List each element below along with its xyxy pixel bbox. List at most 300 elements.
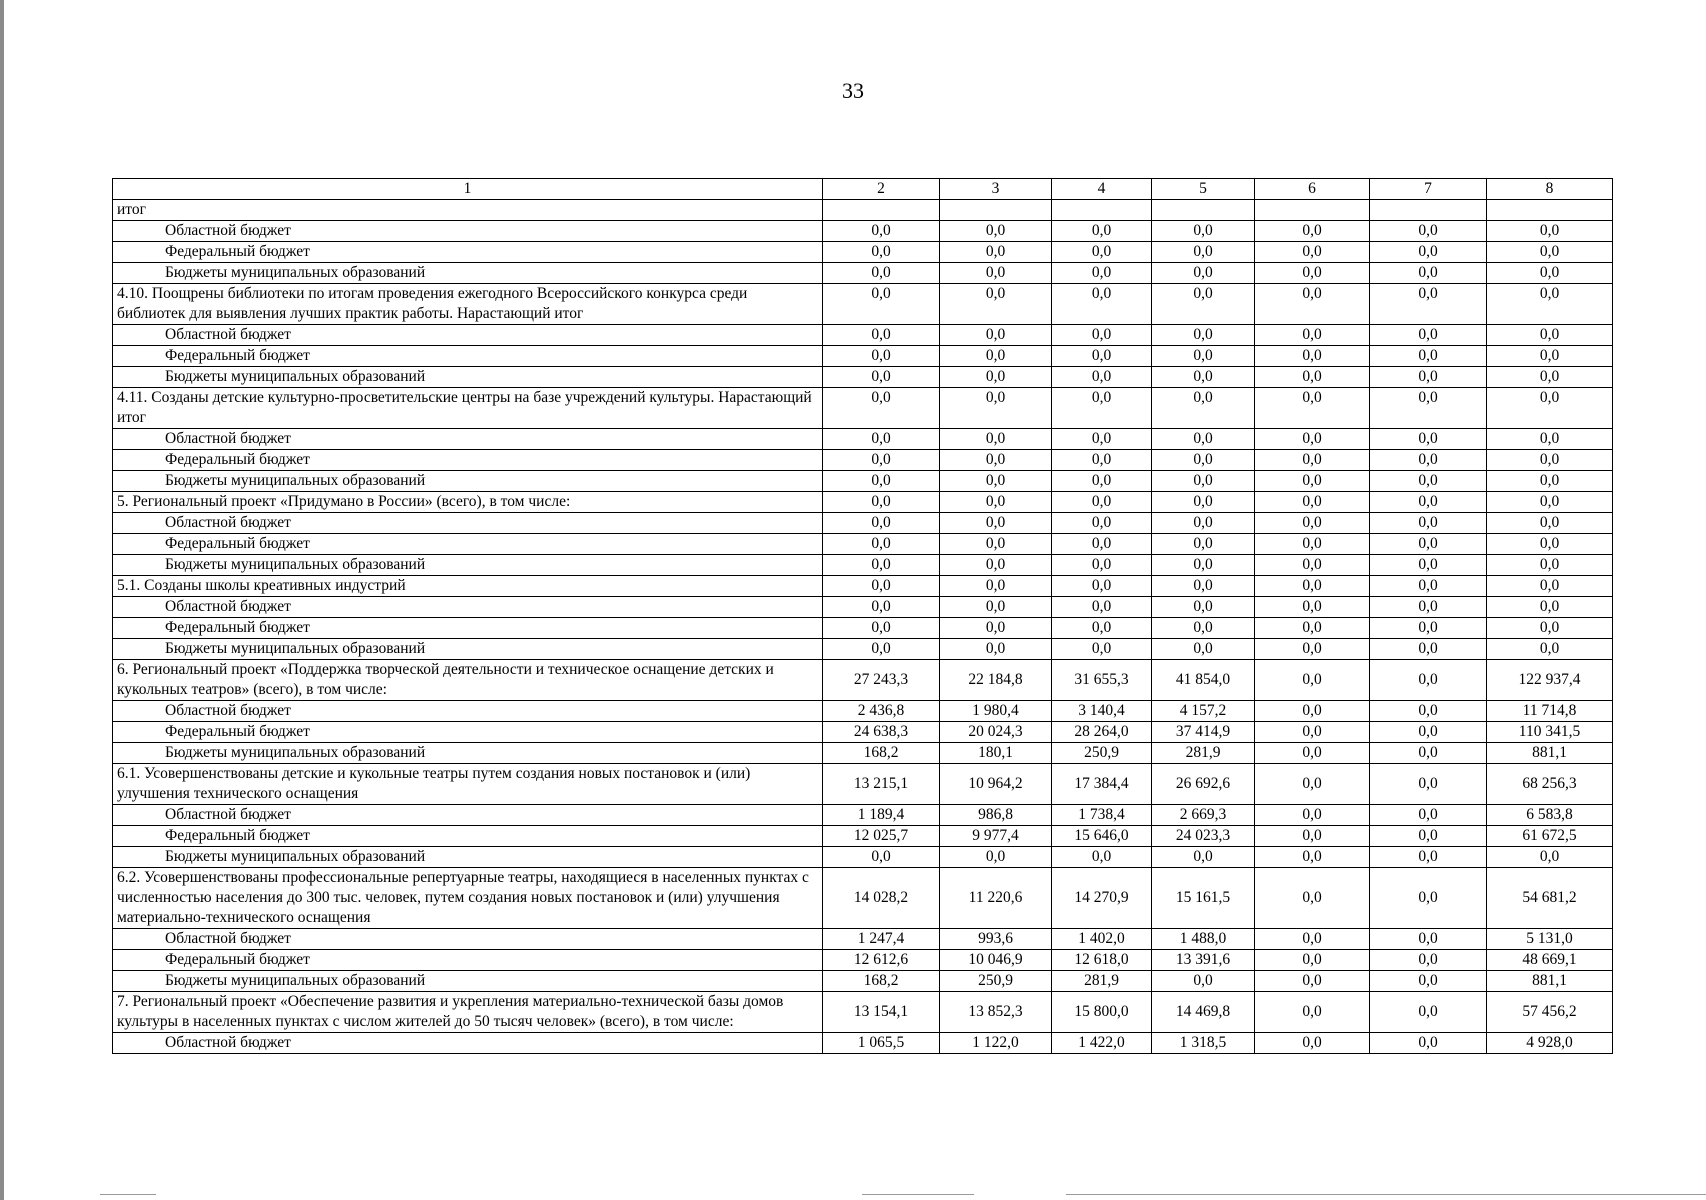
value-cell: 0,0 — [940, 471, 1052, 492]
value-cell: 0,0 — [1152, 847, 1255, 868]
value-cell: 0,0 — [1255, 929, 1370, 950]
value-cell: 0,0 — [823, 492, 940, 513]
value-cell: 13 154,1 — [823, 992, 940, 1033]
row-label: Федеральный бюджет — [113, 450, 823, 471]
value-cell: 0,0 — [1255, 701, 1370, 722]
value-cell — [1052, 200, 1152, 221]
value-cell: 22 184,8 — [940, 660, 1052, 701]
value-cell: 0,0 — [1370, 346, 1487, 367]
value-cell: 13 215,1 — [823, 764, 940, 805]
value-cell: 15 646,0 — [1052, 826, 1152, 847]
value-cell: 13 852,3 — [940, 992, 1052, 1033]
value-cell: 0,0 — [1255, 263, 1370, 284]
table-row — [113, 263, 1613, 284]
value-cell: 0,0 — [1487, 471, 1613, 492]
value-cell: 0,0 — [940, 597, 1052, 618]
value-cell: 10 964,2 — [940, 764, 1052, 805]
value-cell: 0,0 — [823, 471, 940, 492]
value-cell: 14 028,2 — [823, 868, 940, 929]
value-cell: 0,0 — [823, 325, 940, 346]
value-cell: 0,0 — [1255, 950, 1370, 971]
value-cell: 14 270,9 — [1052, 868, 1152, 929]
value-cell: 0,0 — [823, 429, 940, 450]
value-cell: 14 469,8 — [1152, 992, 1255, 1033]
value-cell: 0,0 — [823, 847, 940, 868]
value-cell: 0,0 — [1255, 764, 1370, 805]
row-label: Областной бюджет — [113, 805, 823, 826]
value-cell: 0,0 — [1255, 971, 1370, 992]
value-cell: 0,0 — [1255, 555, 1370, 576]
value-cell: 0,0 — [1487, 576, 1613, 597]
value-cell: 61 672,5 — [1487, 826, 1613, 847]
table-row — [113, 513, 1613, 534]
value-cell — [1255, 200, 1370, 221]
table-row — [113, 576, 1613, 597]
column-header: 7 — [1370, 179, 1487, 200]
value-cell: 0,0 — [1152, 346, 1255, 367]
value-cell: 5 131,0 — [1487, 929, 1613, 950]
value-cell: 0,0 — [823, 221, 940, 242]
value-cell: 1 247,4 — [823, 929, 940, 950]
value-cell: 0,0 — [1487, 242, 1613, 263]
value-cell: 0,0 — [1052, 847, 1152, 868]
value-cell: 0,0 — [1370, 764, 1487, 805]
value-cell: 0,0 — [1370, 639, 1487, 660]
value-cell: 0,0 — [940, 513, 1052, 534]
value-cell: 0,0 — [1370, 388, 1487, 429]
value-cell: 0,0 — [1370, 826, 1487, 847]
value-cell: 0,0 — [1370, 367, 1487, 388]
value-cell: 0,0 — [1052, 576, 1152, 597]
value-cell: 1 980,4 — [940, 701, 1052, 722]
value-cell: 0,0 — [823, 284, 940, 325]
value-cell: 0,0 — [1487, 492, 1613, 513]
value-cell: 0,0 — [1052, 492, 1152, 513]
value-cell: 37 414,9 — [1152, 722, 1255, 743]
value-cell: 0,0 — [1255, 325, 1370, 346]
value-cell: 0,0 — [823, 242, 940, 263]
value-cell: 57 456,2 — [1487, 992, 1613, 1033]
value-cell: 881,1 — [1487, 743, 1613, 764]
value-cell: 0,0 — [1152, 618, 1255, 639]
value-cell: 0,0 — [1052, 429, 1152, 450]
value-cell: 0,0 — [940, 346, 1052, 367]
value-cell: 0,0 — [1255, 471, 1370, 492]
value-cell: 0,0 — [1370, 805, 1487, 826]
scan-artifact-line — [1066, 1194, 1706, 1195]
table-row — [113, 555, 1613, 576]
value-cell: 0,0 — [1152, 325, 1255, 346]
value-cell: 0,0 — [823, 346, 940, 367]
row-label: Областной бюджет — [113, 929, 823, 950]
column-header: 4 — [1052, 179, 1152, 200]
value-cell: 0,0 — [1255, 492, 1370, 513]
value-cell: 986,8 — [940, 805, 1052, 826]
value-cell: 0,0 — [1052, 513, 1152, 534]
value-cell: 0,0 — [1487, 263, 1613, 284]
value-cell: 4 928,0 — [1487, 1033, 1613, 1054]
value-cell: 881,1 — [1487, 971, 1613, 992]
value-cell: 28 264,0 — [1052, 722, 1152, 743]
value-cell: 4 157,2 — [1152, 701, 1255, 722]
scan-artifact-line — [100, 1194, 156, 1195]
row-label: Федеральный бюджет — [113, 722, 823, 743]
value-cell: 0,0 — [1255, 221, 1370, 242]
value-cell: 0,0 — [940, 263, 1052, 284]
value-cell: 0,0 — [1370, 950, 1487, 971]
row-label: 4.11. Созданы детские культурно-просветительские центры на базе учреждений культуры. Нарастающий итог — [113, 388, 823, 429]
value-cell: 2 436,8 — [823, 701, 940, 722]
value-cell: 0,0 — [1370, 722, 1487, 743]
value-cell: 15 800,0 — [1052, 992, 1152, 1033]
value-cell: 122 937,4 — [1487, 660, 1613, 701]
value-cell: 0,0 — [1370, 429, 1487, 450]
value-cell: 0,0 — [1255, 722, 1370, 743]
value-cell: 1 122,0 — [940, 1033, 1052, 1054]
row-label: Федеральный бюджет — [113, 346, 823, 367]
value-cell: 250,9 — [940, 971, 1052, 992]
column-header: 1 — [113, 179, 823, 200]
value-cell: 0,0 — [1370, 221, 1487, 242]
table-row — [113, 492, 1613, 513]
value-cell: 0,0 — [1152, 534, 1255, 555]
value-cell: 0,0 — [1052, 325, 1152, 346]
value-cell: 0,0 — [1487, 450, 1613, 471]
value-cell: 0,0 — [1152, 492, 1255, 513]
value-cell: 0,0 — [1487, 367, 1613, 388]
value-cell: 0,0 — [1255, 805, 1370, 826]
value-cell: 0,0 — [940, 429, 1052, 450]
value-cell: 0,0 — [1487, 847, 1613, 868]
table-row — [113, 450, 1613, 471]
value-cell: 0,0 — [1487, 221, 1613, 242]
value-cell: 12 612,6 — [823, 950, 940, 971]
value-cell: 0,0 — [1255, 242, 1370, 263]
value-cell: 0,0 — [823, 639, 940, 660]
value-cell: 0,0 — [1152, 513, 1255, 534]
value-cell: 0,0 — [1370, 555, 1487, 576]
value-cell: 0,0 — [1152, 242, 1255, 263]
value-cell: 0,0 — [1370, 513, 1487, 534]
row-label: Бюджеты муниципальных образований — [113, 471, 823, 492]
value-cell: 0,0 — [823, 618, 940, 639]
row-label: 4.10. Поощрены библиотеки по итогам проведения ежегодного Всероссийского конкурса среди библиотек для выявления лучших практик работы. Нарастающий итог — [113, 284, 823, 325]
row-label: Бюджеты муниципальных образований — [113, 847, 823, 868]
value-cell: 0,0 — [940, 534, 1052, 555]
value-cell: 0,0 — [940, 221, 1052, 242]
row-label: Областной бюджет — [113, 325, 823, 346]
value-cell: 0,0 — [1487, 325, 1613, 346]
value-cell: 0,0 — [1052, 597, 1152, 618]
value-cell: 0,0 — [1255, 1033, 1370, 1054]
value-cell: 0,0 — [1370, 847, 1487, 868]
table-row — [113, 639, 1613, 660]
value-cell: 0,0 — [1255, 826, 1370, 847]
column-header: 2 — [823, 179, 940, 200]
value-cell: 0,0 — [1487, 618, 1613, 639]
value-cell: 250,9 — [1052, 743, 1152, 764]
value-cell: 0,0 — [940, 388, 1052, 429]
value-cell: 0,0 — [1487, 513, 1613, 534]
value-cell: 0,0 — [1052, 367, 1152, 388]
value-cell: 9 977,4 — [940, 826, 1052, 847]
table-row — [113, 950, 1613, 971]
value-cell — [823, 200, 940, 221]
value-cell: 0,0 — [1370, 1033, 1487, 1054]
value-cell: 31 655,3 — [1052, 660, 1152, 701]
value-cell: 0,0 — [1152, 450, 1255, 471]
value-cell — [1370, 200, 1487, 221]
value-cell: 0,0 — [1052, 471, 1152, 492]
value-cell: 0,0 — [940, 450, 1052, 471]
value-cell: 0,0 — [1370, 284, 1487, 325]
value-cell: 0,0 — [1370, 618, 1487, 639]
table-row — [113, 242, 1613, 263]
value-cell: 0,0 — [1052, 639, 1152, 660]
value-cell: 1 318,5 — [1152, 1033, 1255, 1054]
value-cell: 281,9 — [1052, 971, 1152, 992]
row-label: Федеральный бюджет — [113, 618, 823, 639]
value-cell: 11 714,8 — [1487, 701, 1613, 722]
row-label: Бюджеты муниципальных образований — [113, 263, 823, 284]
value-cell: 0,0 — [1255, 992, 1370, 1033]
table-row — [113, 805, 1613, 826]
value-cell: 0,0 — [1370, 929, 1487, 950]
value-cell: 0,0 — [1255, 847, 1370, 868]
value-cell: 0,0 — [1152, 388, 1255, 429]
value-cell: 0,0 — [1255, 284, 1370, 325]
value-cell: 0,0 — [1487, 555, 1613, 576]
table-row — [113, 221, 1613, 242]
value-cell: 0,0 — [1052, 618, 1152, 639]
value-cell: 0,0 — [1487, 284, 1613, 325]
value-cell: 0,0 — [1255, 534, 1370, 555]
column-header: 6 — [1255, 179, 1370, 200]
table-row — [113, 826, 1613, 847]
value-cell: 0,0 — [1255, 450, 1370, 471]
value-cell: 15 161,5 — [1152, 868, 1255, 929]
row-label: Областной бюджет — [113, 701, 823, 722]
value-cell: 1 189,4 — [823, 805, 940, 826]
value-cell — [1152, 200, 1255, 221]
value-cell: 0,0 — [940, 576, 1052, 597]
value-cell: 6 583,8 — [1487, 805, 1613, 826]
value-cell: 11 220,6 — [940, 868, 1052, 929]
value-cell: 12 025,7 — [823, 826, 940, 847]
value-cell: 0,0 — [1370, 263, 1487, 284]
value-cell: 0,0 — [1370, 597, 1487, 618]
value-cell: 10 046,9 — [940, 950, 1052, 971]
row-label: Бюджеты муниципальных образований — [113, 367, 823, 388]
value-cell: 0,0 — [1255, 618, 1370, 639]
value-cell: 0,0 — [1152, 284, 1255, 325]
value-cell: 0,0 — [1370, 971, 1487, 992]
row-label: Федеральный бюджет — [113, 242, 823, 263]
row-label: 7. Региональный проект «Обеспечение развития и укрепления материально-технической базы домов культуры в населенных пунктах с числом жителей до 50 тысяч человек» (всего), в том числе: — [113, 992, 823, 1033]
row-label: Бюджеты муниципальных образований — [113, 743, 823, 764]
value-cell: 0,0 — [1370, 660, 1487, 701]
value-cell: 0,0 — [1370, 450, 1487, 471]
value-cell: 24 023,3 — [1152, 826, 1255, 847]
table-row — [113, 471, 1613, 492]
value-cell: 281,9 — [1152, 743, 1255, 764]
value-cell: 0,0 — [823, 450, 940, 471]
value-cell — [1487, 200, 1613, 221]
value-cell: 0,0 — [940, 639, 1052, 660]
table-row — [113, 701, 1613, 722]
value-cell: 0,0 — [1370, 576, 1487, 597]
value-cell: 0,0 — [1052, 284, 1152, 325]
table-row — [113, 743, 1613, 764]
value-cell: 0,0 — [1255, 346, 1370, 367]
table-row — [113, 597, 1613, 618]
value-cell: 0,0 — [823, 534, 940, 555]
value-cell: 0,0 — [1487, 429, 1613, 450]
value-cell: 13 391,6 — [1152, 950, 1255, 971]
scan-artifact-line — [862, 1194, 974, 1195]
value-cell: 0,0 — [1152, 971, 1255, 992]
value-cell: 12 618,0 — [1052, 950, 1152, 971]
budget-table — [112, 178, 1613, 1054]
value-cell: 0,0 — [1487, 639, 1613, 660]
table-row — [113, 618, 1613, 639]
table-row — [113, 200, 1613, 221]
value-cell: 1 488,0 — [1152, 929, 1255, 950]
value-cell: 0,0 — [1370, 242, 1487, 263]
row-label: Областной бюджет — [113, 513, 823, 534]
table-row — [113, 929, 1613, 950]
value-cell: 0,0 — [823, 513, 940, 534]
value-cell: 68 256,3 — [1487, 764, 1613, 805]
value-cell: 0,0 — [940, 367, 1052, 388]
table-row — [113, 971, 1613, 992]
table-row — [113, 284, 1613, 325]
value-cell: 0,0 — [940, 555, 1052, 576]
value-cell: 1 402,0 — [1052, 929, 1152, 950]
value-cell: 0,0 — [940, 325, 1052, 346]
value-cell: 0,0 — [1370, 743, 1487, 764]
row-label: 6.1. Усовершенствованы детские и кукольные театры путем создания новых постановок и (или) улучшения технического оснащения — [113, 764, 823, 805]
value-cell: 993,6 — [940, 929, 1052, 950]
value-cell: 0,0 — [1255, 576, 1370, 597]
value-cell: 3 140,4 — [1052, 701, 1152, 722]
value-cell: 0,0 — [1487, 388, 1613, 429]
value-cell: 0,0 — [1152, 555, 1255, 576]
row-label: 5.1. Созданы школы креативных индустрий — [113, 576, 823, 597]
value-cell: 0,0 — [1052, 221, 1152, 242]
value-cell: 0,0 — [1255, 743, 1370, 764]
value-cell: 0,0 — [823, 576, 940, 597]
value-cell: 0,0 — [1152, 639, 1255, 660]
value-cell: 2 669,3 — [1152, 805, 1255, 826]
table-header-row — [113, 179, 1613, 200]
row-label: Бюджеты муниципальных образований — [113, 971, 823, 992]
value-cell: 0,0 — [940, 284, 1052, 325]
value-cell: 0,0 — [1152, 221, 1255, 242]
row-label: Областной бюджет — [113, 1033, 823, 1054]
value-cell: 0,0 — [1152, 263, 1255, 284]
value-cell: 0,0 — [1255, 868, 1370, 929]
table-row — [113, 764, 1613, 805]
scan-edge — [0, 0, 4, 1200]
value-cell: 0,0 — [1255, 429, 1370, 450]
value-cell: 48 669,1 — [1487, 950, 1613, 971]
row-label: Областной бюджет — [113, 221, 823, 242]
value-cell: 0,0 — [1152, 429, 1255, 450]
table-row — [113, 847, 1613, 868]
value-cell: 26 692,6 — [1152, 764, 1255, 805]
table-row — [113, 534, 1613, 555]
value-cell: 0,0 — [1255, 388, 1370, 429]
column-header: 8 — [1487, 179, 1613, 200]
value-cell: 0,0 — [1255, 367, 1370, 388]
value-cell: 0,0 — [1052, 346, 1152, 367]
table-row — [113, 388, 1613, 429]
value-cell: 0,0 — [940, 847, 1052, 868]
value-cell: 24 638,3 — [823, 722, 940, 743]
value-cell: 0,0 — [1152, 597, 1255, 618]
value-cell: 0,0 — [1052, 388, 1152, 429]
value-cell: 0,0 — [1487, 534, 1613, 555]
value-cell: 168,2 — [823, 743, 940, 764]
row-label: 6. Региональный проект «Поддержка творческой деятельности и техническое оснащение детских и кукольных театров» (всего), в том числе: — [113, 660, 823, 701]
value-cell: 0,0 — [1370, 534, 1487, 555]
value-cell: 0,0 — [1370, 868, 1487, 929]
column-header: 5 — [1152, 179, 1255, 200]
value-cell: 0,0 — [1255, 639, 1370, 660]
value-cell: 0,0 — [1255, 513, 1370, 534]
table-row — [113, 325, 1613, 346]
row-label: Федеральный бюджет — [113, 950, 823, 971]
value-cell: 0,0 — [1370, 701, 1487, 722]
value-cell: 0,0 — [1370, 471, 1487, 492]
table-row — [113, 660, 1613, 701]
value-cell: 1 422,0 — [1052, 1033, 1152, 1054]
row-label: Областной бюджет — [113, 429, 823, 450]
value-cell: 0,0 — [1052, 242, 1152, 263]
value-cell: 0,0 — [1370, 992, 1487, 1033]
value-cell: 20 024,3 — [940, 722, 1052, 743]
row-label: Областной бюджет — [113, 597, 823, 618]
row-label: Бюджеты муниципальных образований — [113, 639, 823, 660]
value-cell: 0,0 — [1255, 660, 1370, 701]
value-cell: 0,0 — [823, 597, 940, 618]
value-cell: 0,0 — [1255, 597, 1370, 618]
value-cell: 0,0 — [823, 388, 940, 429]
value-cell: 0,0 — [1152, 471, 1255, 492]
value-cell: 0,0 — [823, 263, 940, 284]
value-cell: 0,0 — [940, 618, 1052, 639]
value-cell: 0,0 — [1487, 597, 1613, 618]
value-cell: 0,0 — [1487, 346, 1613, 367]
value-cell: 0,0 — [1370, 492, 1487, 513]
table-row — [113, 722, 1613, 743]
value-cell: 0,0 — [1052, 263, 1152, 284]
value-cell: 0,0 — [823, 555, 940, 576]
value-cell: 0,0 — [940, 492, 1052, 513]
value-cell: 0,0 — [823, 367, 940, 388]
table-row — [113, 346, 1613, 367]
value-cell: 1 738,4 — [1052, 805, 1152, 826]
table-row — [113, 367, 1613, 388]
row-label: итог — [113, 200, 823, 221]
row-label: 5. Региональный проект «Придумано в России» (всего), в том числе: — [113, 492, 823, 513]
table-body — [113, 200, 1613, 1054]
value-cell: 0,0 — [1152, 367, 1255, 388]
value-cell: 0,0 — [1052, 534, 1152, 555]
row-label: Федеральный бюджет — [113, 826, 823, 847]
table-row — [113, 1033, 1613, 1054]
